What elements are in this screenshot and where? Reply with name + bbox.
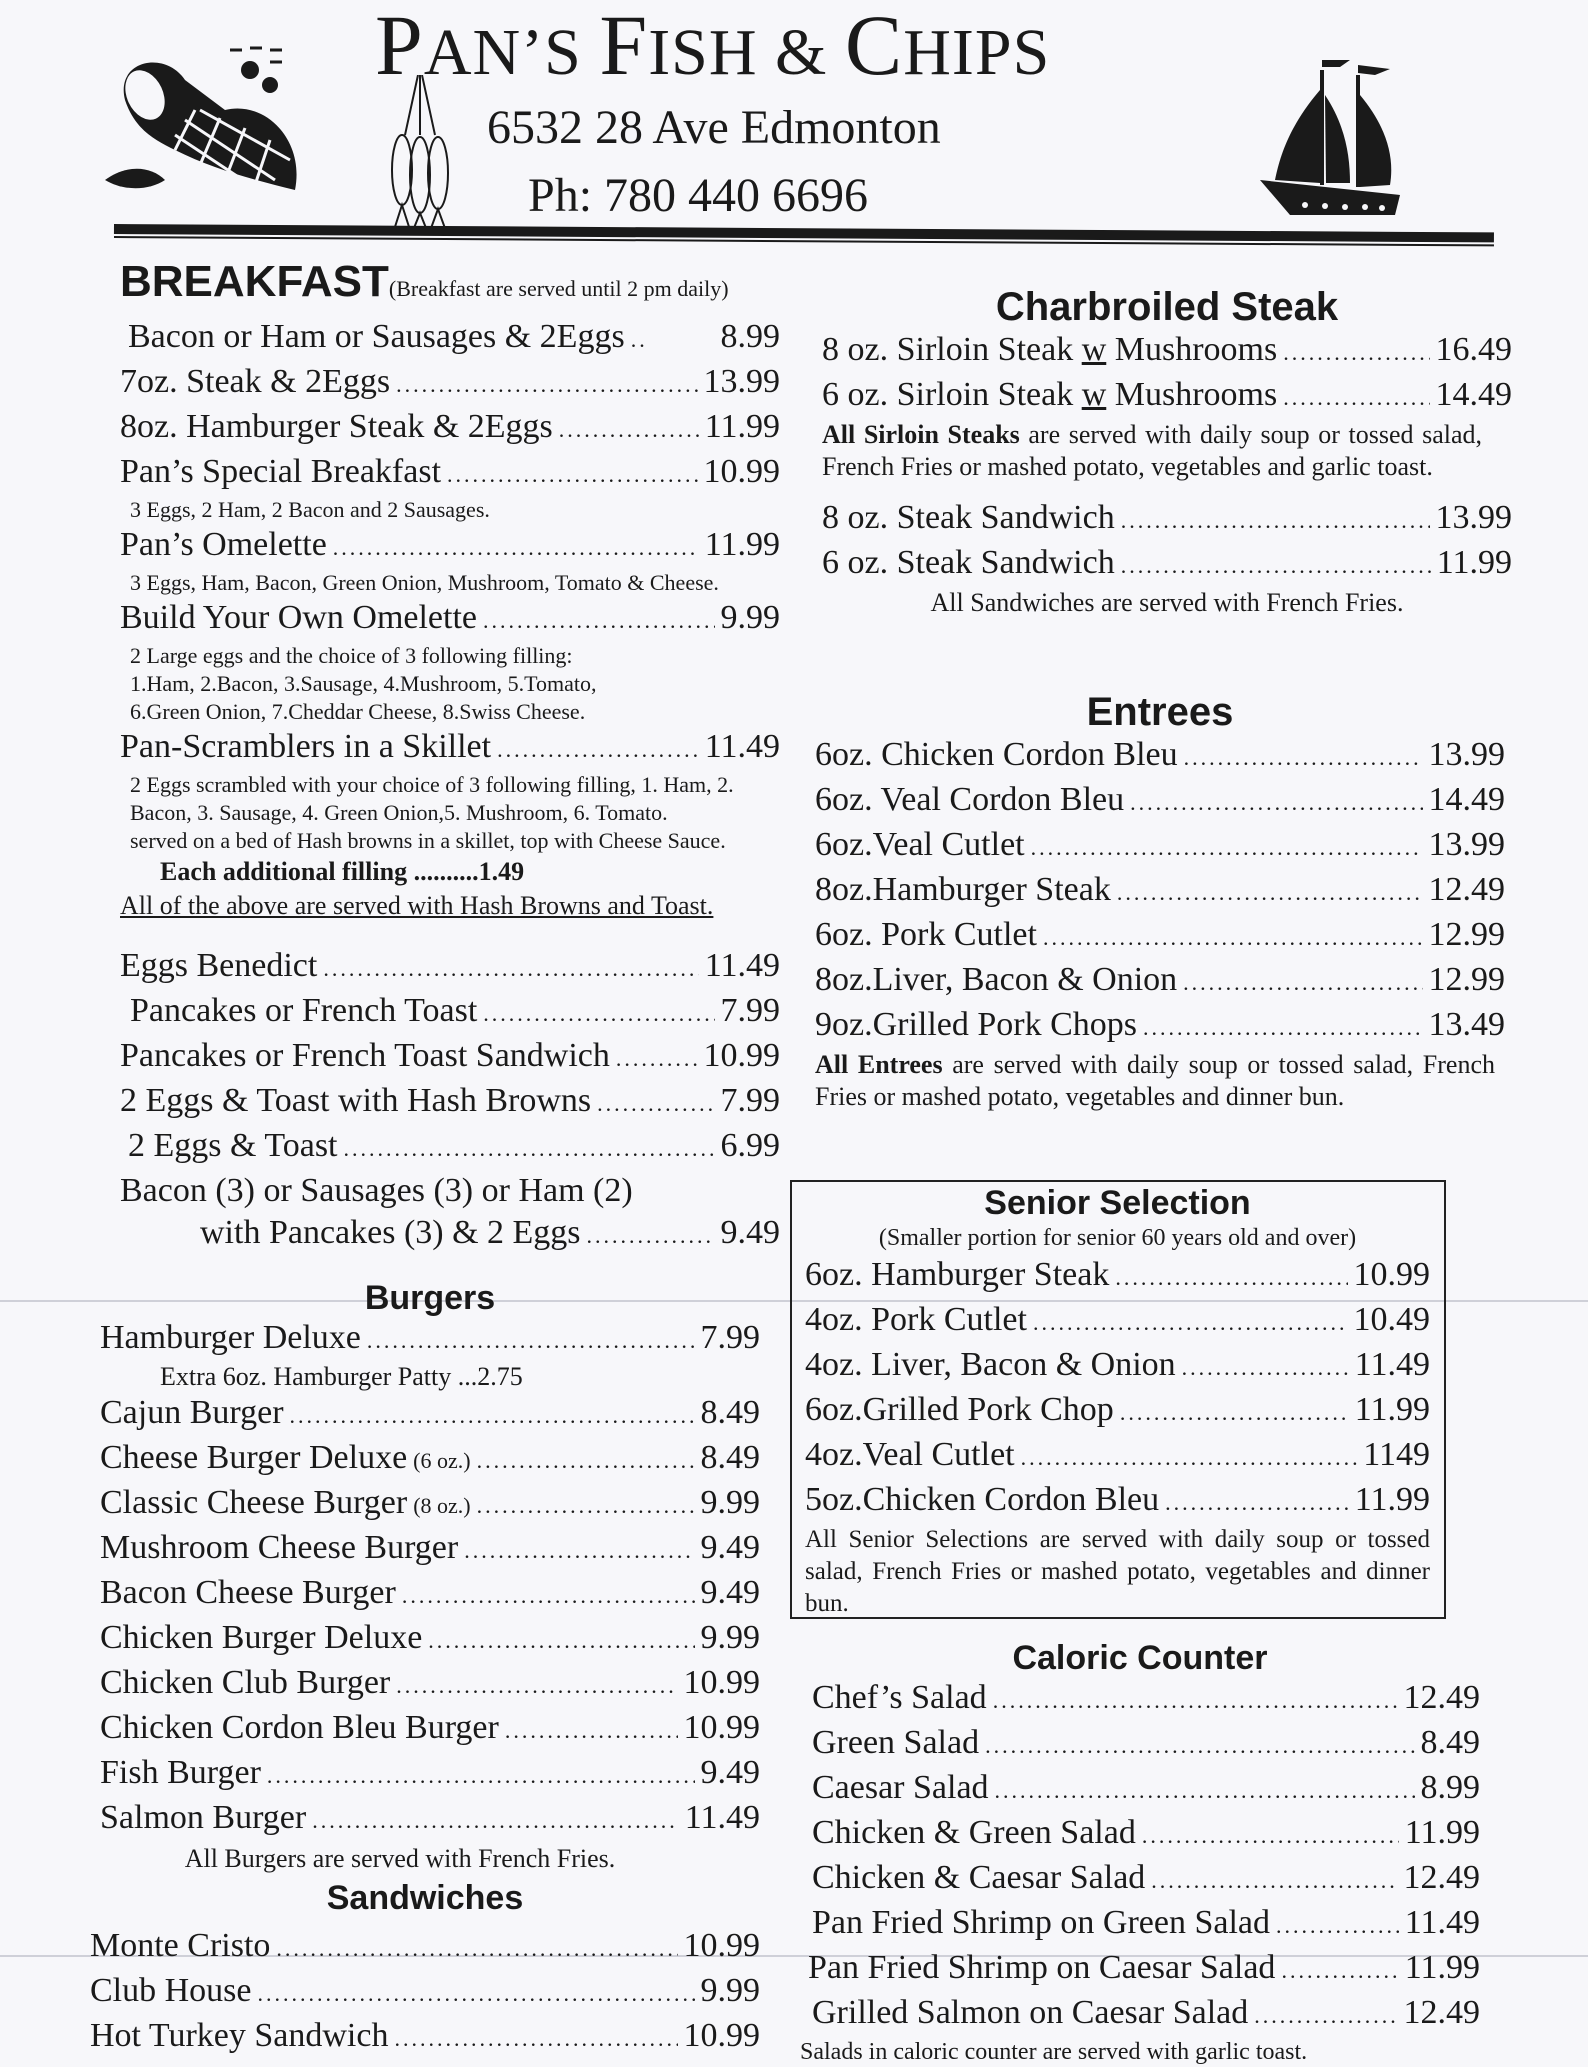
menu-item: Pan-Scramblers in a Skillet ..... 11.49 bbox=[120, 726, 780, 771]
menu-item: Build Your Own Omelette ..... 9.99 bbox=[120, 597, 780, 642]
breakfast-header bbox=[120, 258, 780, 316]
menu-item: Chicken Club Burger ..... 10.99 bbox=[100, 1662, 760, 1707]
menu-item: Fish Burger ..... 9.49 bbox=[100, 1752, 760, 1797]
steak-note: All Sirloin Steaks are served with daily soup or tossed salad, French Fries or mashed potato, vegetables and garlic toast. bbox=[822, 420, 1482, 481]
menu-item: Cheese Burger Deluxe (6 oz.) ..... 8.49 bbox=[100, 1437, 760, 1482]
item-description: 6.Green Onion, 7.Cheddar Cheese, 8.Swiss Cheese. bbox=[130, 699, 586, 724]
menu-item: 8 oz. Sirloin Steak w Mushrooms ..... 16.49 bbox=[822, 329, 1512, 374]
menu-item: Caesar Salad ..... 8.99 bbox=[800, 1767, 1480, 1812]
section-title: Caloric Counter bbox=[1012, 1639, 1268, 1677]
breakfast-section bbox=[120, 258, 780, 1257]
restaurant-address: 6532 28 Ave Edmonton bbox=[487, 101, 941, 154]
menu-item: Cajun Burger ..... 8.49 bbox=[100, 1392, 760, 1437]
restaurant-phone: Ph: 780 440 6696 bbox=[528, 169, 869, 222]
menu-item: Club House ..... 9.99 bbox=[90, 1970, 760, 2015]
extra-patty: Extra 6oz. Hamburger Patty ...2.75 bbox=[160, 1362, 523, 1392]
menu-item: Pancakes or French Toast ..... 7.99 bbox=[120, 990, 780, 1035]
caloric-note: Salads in caloric counter are served with garlic toast. bbox=[800, 2039, 1308, 2066]
senior-note: All Senior Selections are served with daily soup or tossed salad, French Fries or mashed potato, vegetables and dinner bun. bbox=[805, 1526, 1430, 1618]
menu-item: 5oz.Chicken Cordon Bleu ..... 11.99 bbox=[805, 1479, 1430, 1524]
menu-item: Chicken Cordon Bleu Burger ..... 10.99 bbox=[100, 1707, 760, 1752]
section-title: Senior Selection bbox=[984, 1184, 1251, 1222]
menu-item: 6oz. Pork Cutlet ..... 12.99 bbox=[815, 914, 1505, 959]
additional-filling: Each additional filling ..........1.49 bbox=[160, 857, 525, 886]
menu-item: Bacon or Ham or Sausages & 2Eggs ..... 8.99 bbox=[120, 316, 780, 361]
charbroiled-steak-section bbox=[822, 285, 1512, 619]
menu-item: 4oz.Veal Cutlet ..... 1149 bbox=[805, 1434, 1430, 1479]
section-title: Entrees bbox=[1086, 690, 1234, 734]
menu-item: 6 oz. Steak Sandwich ..... 11.99 bbox=[822, 542, 1512, 587]
section-title: Burgers bbox=[364, 1279, 496, 1317]
menu-item: Classic Cheese Burger (8 oz.) ..... 9.99 bbox=[100, 1482, 760, 1527]
menu-item: 8oz.Liver, Bacon & Onion ..... 12.99 bbox=[815, 959, 1505, 1004]
menu-item-continued: with Pancakes (3) & 2 Eggs ..... 9.49 bbox=[120, 1212, 780, 1257]
menu-item: Green Salad ..... 8.49 bbox=[800, 1722, 1480, 1767]
menu-item: 2 Eggs & Toast ..... 6.99 bbox=[120, 1125, 780, 1170]
section-title: BREAKFAST bbox=[120, 257, 389, 306]
menu-item: Pan Fried Shrimp on Green Salad ..... 11.49 bbox=[800, 1902, 1480, 1947]
menu-item: 9oz.Grilled Pork Chops ..... 13.49 bbox=[815, 1004, 1505, 1049]
item-description: 2 Eggs scrambled with your choice of 3 following filling, 1. Ham, 2. Bacon, 3. Sausage, 4. Green Onion,5. Mushroom, 6. Tomato. bbox=[130, 772, 734, 825]
menu-item: Eggs Benedict ..... 11.49 bbox=[120, 945, 780, 990]
menu-item: 8oz. Hamburger Steak & 2Eggs ..... 11.99 bbox=[120, 406, 780, 451]
burgers-note: All Burgers are served with French Fries. bbox=[184, 1844, 616, 1874]
menu-item: Bacon Cheese Burger ..... 9.49 bbox=[100, 1572, 760, 1617]
menu-item: Chicken & Caesar Salad ..... 12.49 bbox=[800, 1857, 1480, 1902]
restaurant-name: PAN’S FISH & CHIPS bbox=[375, 0, 1051, 93]
menu-item: Chicken & Green Salad ..... 11.99 bbox=[800, 1812, 1480, 1857]
menu-item: Salmon Burger ..... 11.49 bbox=[100, 1797, 760, 1842]
menu-item: Monte Cristo ..... 10.99 bbox=[90, 1925, 760, 1970]
menu-item: Chef’s Salad ..... 12.49 bbox=[800, 1677, 1480, 1722]
section-subtitle: (Breakfast are served until 2 pm daily) bbox=[388, 276, 729, 301]
item-description: 1.Ham, 2.Bacon, 3.Sausage, 4.Mushroom, 5.Tomato, bbox=[130, 671, 597, 696]
menu-item: 8 oz. Steak Sandwich ..... 13.99 bbox=[822, 497, 1512, 542]
menu-item: 6oz. Veal Cordon Bleu ..... 14.49 bbox=[815, 779, 1505, 824]
menu-item: 4oz. Liver, Bacon & Onion ..... 11.49 bbox=[805, 1344, 1430, 1389]
menu-item: 4oz. Pork Cutlet ..... 10.49 bbox=[805, 1299, 1430, 1344]
item-description: 2 Large eggs and the choice of 3 following filling: bbox=[130, 643, 573, 668]
menu-item: Chicken Burger Deluxe ..... 9.99 bbox=[100, 1617, 760, 1662]
menu-item: 2 Eggs & Toast with Hash Browns ..... 7.99 bbox=[120, 1080, 780, 1125]
menu-item: 6 oz. Sirloin Steak w Mushrooms ..... 14.49 bbox=[822, 374, 1512, 419]
senior-selection-section bbox=[805, 1185, 1430, 1620]
entrees-note: All Entrees are served with daily soup or tossed salad, French Fries or mashed potato, vegetables and dinner bun. bbox=[815, 1050, 1496, 1111]
menu-item: Bacon (3) or Sausages (3) or Ham (2) bbox=[120, 1172, 633, 1209]
section-subtitle: (Smaller portion for senior 60 years old and over) bbox=[878, 1225, 1357, 1252]
menu-item: Hot Turkey Sandwich ..... 10.99 bbox=[90, 2015, 760, 2060]
menu-item: 6oz.Veal Cutlet ..... 13.99 bbox=[815, 824, 1505, 869]
menu-item: 6oz. Hamburger Steak ..... 10.99 bbox=[805, 1254, 1430, 1299]
menu-item: Pan’s Omelette ..... 11.99 bbox=[120, 524, 780, 569]
item-description: 3 Eggs, 2 Ham, 2 Bacon and 2 Sausages. bbox=[130, 497, 490, 522]
burgers-section bbox=[100, 1280, 760, 1876]
menu-item: 7oz. Steak & 2Eggs ..... 13.99 bbox=[120, 361, 780, 406]
section-title: Charbroiled Steak bbox=[995, 285, 1339, 329]
item-description: served on a bed of Hash browns in a skillet, top with Cheese Sauce. bbox=[130, 828, 726, 853]
menu-item: 6oz.Grilled Pork Chop ..... 11.99 bbox=[805, 1389, 1430, 1434]
menu-item: 8oz.Hamburger Steak ..... 12.49 bbox=[815, 869, 1505, 914]
fish-net-logo-icon bbox=[105, 40, 305, 200]
item-description: 3 Eggs, Ham, Bacon, Green Onion, Mushroom, Tomato & Cheese. bbox=[130, 570, 719, 595]
caloric-counter-section bbox=[800, 1640, 1480, 2067]
menu-item: 6oz. Chicken Cordon Bleu ..... 13.99 bbox=[815, 734, 1505, 779]
served-note: All of the above are served with Hash Browns and Toast. bbox=[120, 891, 714, 920]
sandwiches-section bbox=[90, 1880, 760, 2060]
menu-item: Grilled Salmon on Caesar Salad ..... 12.49 bbox=[800, 1992, 1480, 2037]
menu-item: Pan Fried Shrimp on Caesar Salad ..... 11.99 bbox=[800, 1947, 1480, 1992]
sailing-ship-icon bbox=[1250, 55, 1410, 225]
section-title: Sandwiches bbox=[326, 1879, 524, 1917]
steak-sandwich-note: All Sandwiches are served with French Fries. bbox=[930, 588, 1404, 617]
menu-item: Mushroom Cheese Burger ..... 9.49 bbox=[100, 1527, 760, 1572]
menu-item: Pancakes or French Toast Sandwich ..... 10.99 bbox=[120, 1035, 780, 1080]
menu-item: Pan’s Special Breakfast ..... 10.99 bbox=[120, 451, 780, 496]
hanging-fish-icon bbox=[380, 75, 460, 235]
menu-item: Hamburger Deluxe ..... 7.99 bbox=[100, 1317, 760, 1362]
entrees-section bbox=[815, 690, 1505, 1113]
